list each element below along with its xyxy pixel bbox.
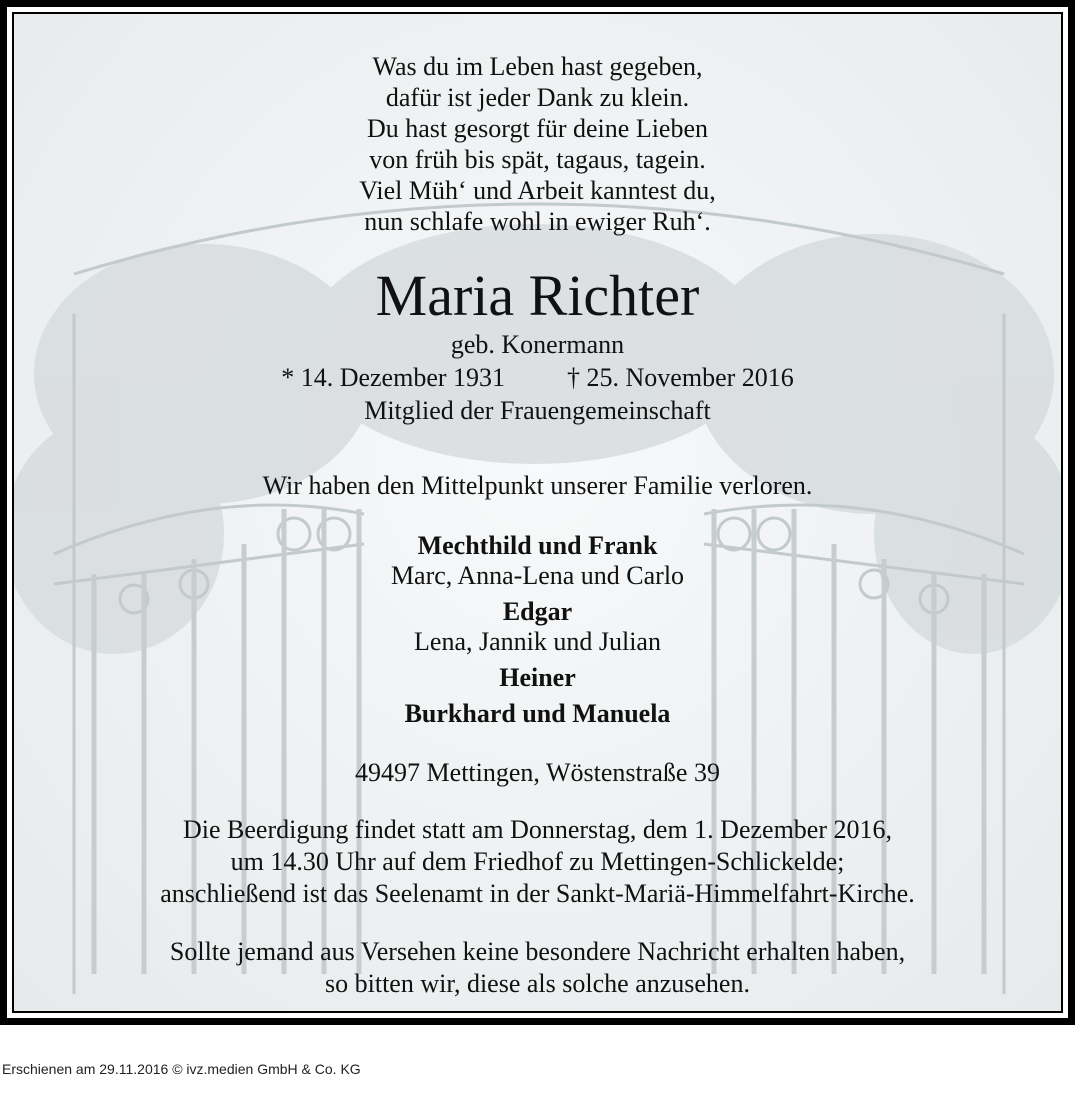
closing-note-line: Sollte jemand aus Versehen keine besondere Nachricht erhalten haben, <box>169 937 906 966</box>
mourner-names: Mechthild und Frank <box>417 531 658 560</box>
poem-line: Du hast gesorgt für deine Lieben <box>366 114 709 143</box>
deceased-name: Maria Richter <box>375 263 700 328</box>
membership: Mitglied der Frauengemeinschaft <box>364 396 711 425</box>
loss-statement: Wir haben den Mittelpunkt unserer Familie verloren. <box>262 471 813 500</box>
poem-line: von früh bis spät, tagaus, tagein. <box>369 145 706 174</box>
mourner-children: Marc, Anna-Lena und Carlo <box>390 561 685 590</box>
poem-line: nun schlafe wohl in ewiger Ruh‘. <box>364 207 711 236</box>
life-dates <box>14 363 1061 393</box>
funeral-notice-line: um 14.30 Uhr auf dem Friedhof zu Mettingen-Schlickelde; <box>230 847 845 876</box>
publication-footer: Erschienen am 29.11.2016 © ivz.medien GmbH & Co. KG <box>2 1061 361 1077</box>
mourner-names: Heiner <box>499 663 576 692</box>
closing-note-line: so bitten wir, diese als solche anzusehen. <box>325 969 750 998</box>
poem-line: Viel Müh‘ und Arbeit kanntest du, <box>359 176 716 205</box>
death-date: † 25. November 2016 <box>567 363 794 392</box>
family-address: 49497 Mettingen, Wöstenstraße 39 <box>355 758 720 787</box>
mourner-children: Lena, Jannik und Julian <box>414 627 661 656</box>
mourner-names: Burkhard und Manuela <box>404 699 671 728</box>
poem-line: Was du im Leben hast gegeben, <box>372 52 703 81</box>
mourner-names: Edgar <box>502 597 573 626</box>
funeral-notice-line: anschließend ist das Seelenamt in der Sankt-Mariä-Himmelfahrt-Kirche. <box>160 879 915 908</box>
obituary-text <box>14 14 1061 1011</box>
birth-name: geb. Konermann <box>450 330 625 359</box>
funeral-notice-line: Die Beerdigung findet statt am Donnerstag, dem 1. Dezember 2016, <box>182 815 893 844</box>
poem-line: dafür ist jeder Dank zu klein. <box>385 83 690 112</box>
obituary-panel <box>12 12 1063 1013</box>
birth-date: * 14. Dezember 1931 <box>281 363 506 392</box>
